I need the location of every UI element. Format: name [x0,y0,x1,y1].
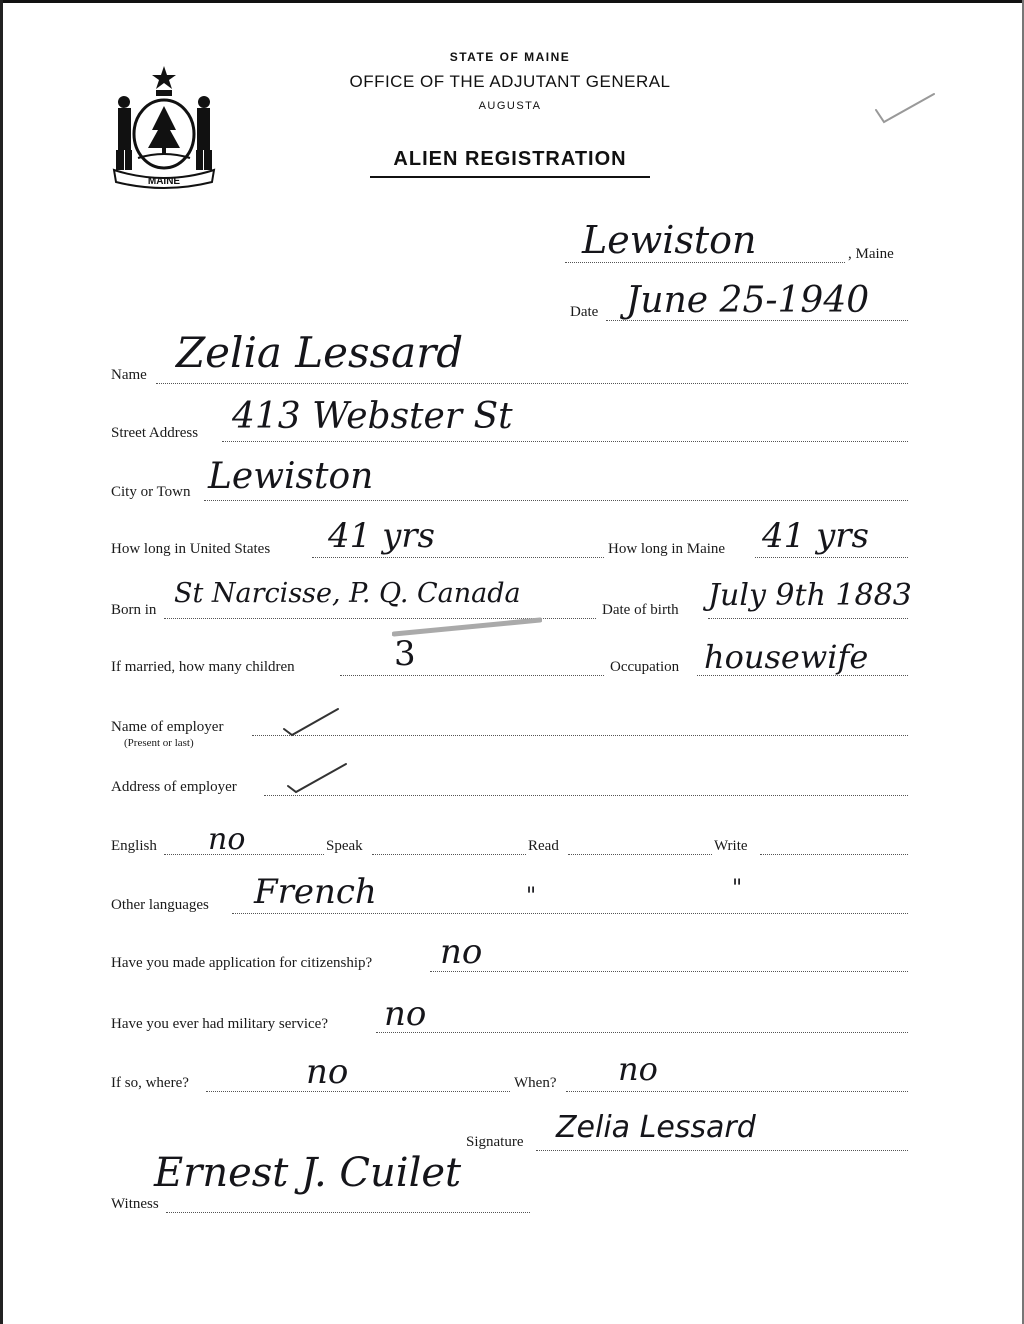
city-town-label: City or Town [111,484,191,500]
street-address-label: Street Address [111,425,199,441]
speak-label: Speak [326,838,363,854]
employer-address-label: Address of employer [111,779,237,795]
page-border-left [0,0,3,1324]
english-value: no [208,822,246,857]
write-dotted-line [760,854,908,855]
occupation-value: housewife [704,638,869,676]
witness-label: Witness [111,1196,159,1212]
signature-value: Zelia Lessard [556,1110,756,1145]
employer-name-check-icon [280,705,342,739]
state-heading: STATE OF MAINE [449,50,571,64]
margin-check-mark-icon [870,88,940,128]
witness-value: Ernest J. Cuilet [154,1150,462,1196]
city-town-dotted-line [204,500,908,501]
how-long-maine-label: How long in Maine [608,541,726,557]
write-label: Write [714,838,748,854]
place-value: Lewiston [582,218,757,262]
children-value: 3 [394,634,416,674]
other-languages-value: French [254,872,377,912]
employer-address-dotted-line [264,795,908,796]
how-long-us-value: 41 yrs [328,516,435,556]
name-dotted-line [156,383,908,384]
where-label: If so, where? [111,1075,189,1091]
ditto-mark-write: " [732,876,743,901]
date-label: Date [570,304,599,320]
name-value: Zelia Lessard [176,328,464,377]
how-long-us-dotted-line [312,557,604,558]
children-dotted-line [340,675,604,676]
city-heading: AUGUSTA [478,100,542,112]
where-value: no [306,1052,349,1092]
date-of-birth-label: Date of birth [602,602,679,618]
citizenship-label: Have you made application for citizenship? [111,955,373,971]
place-suffix: , Maine [848,246,894,262]
ditto-mark-read: " [526,884,537,909]
born-in-value: St Narcisse, P. Q. Canada [174,578,521,609]
where-dotted-line [206,1091,510,1092]
military-dotted-line [376,1032,908,1033]
place-dotted-line [565,262,845,263]
military-value: no [384,994,427,1034]
witness-dotted-line [166,1212,530,1213]
form-title: ALIEN REGISTRATION [393,148,627,170]
citizenship-dotted-line [430,971,908,972]
when-dotted-line [566,1091,908,1092]
occupation-label: Occupation [610,659,680,675]
employer-name-dotted-line [252,735,908,736]
speak-dotted-line [372,854,526,855]
name-label: Name [111,367,147,383]
date-of-birth-dotted-line [708,618,908,619]
read-label: Read [528,838,559,854]
signature-label: Signature [466,1134,524,1150]
english-label: English [111,838,157,854]
signature-dotted-line [536,1150,908,1151]
children-label: If married, how many children [111,659,295,675]
how-long-maine-value: 41 yrs [762,516,869,556]
date-of-birth-value: July 9th 1883 [708,578,912,613]
office-heading: OFFICE OF THE ADJUTANT GENERAL [349,72,671,91]
street-address-dotted-line [222,441,908,442]
citizenship-value: no [440,932,483,972]
other-languages-label: Other languages [111,897,209,913]
employer-address-check-icon [284,760,350,796]
read-dotted-line [568,854,712,855]
title-underline [370,176,650,178]
date-value: June 25-1940 [626,280,870,321]
when-label: When? [514,1075,557,1091]
employer-name-label: Name of employer [111,719,224,735]
city-town-value: Lewiston [208,456,374,497]
how-long-us-label: How long in United States [111,541,271,557]
page-border-top [0,0,1024,3]
military-label: Have you ever had military service? [111,1016,328,1032]
how-long-maine-dotted-line [755,557,908,558]
when-value: no [618,1050,658,1088]
other-languages-dotted-line [232,913,908,914]
seal-text: MAINE [147,176,181,187]
employer-name-sublabel: (Present or last) [124,737,194,749]
state-seal-icon [108,62,220,192]
born-in-label: Born in [111,602,157,618]
street-address-value: 413 Webster St [232,396,513,437]
